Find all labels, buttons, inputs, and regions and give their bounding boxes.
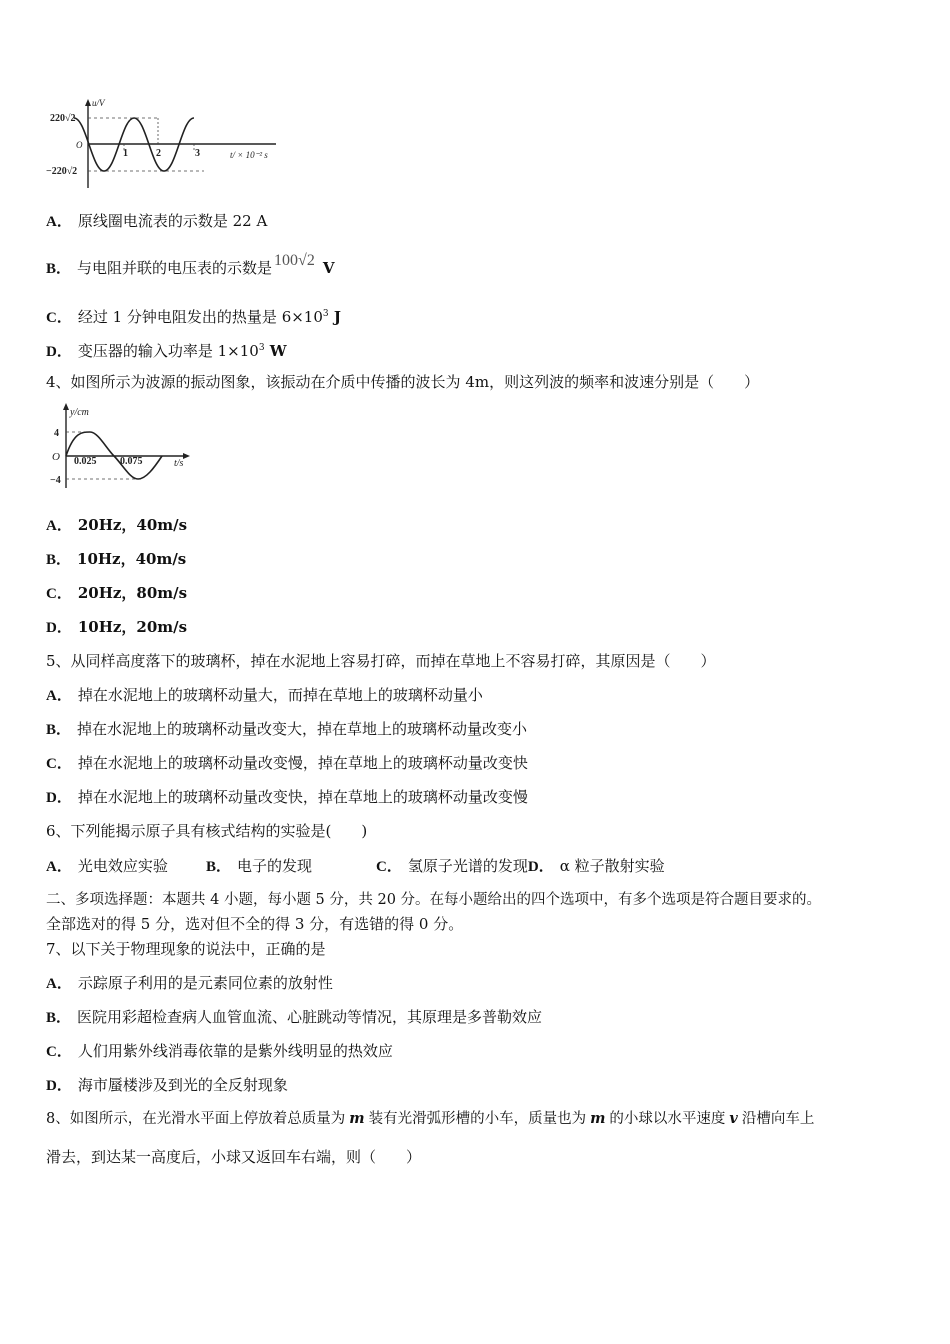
voltage-graph — [44, 96, 284, 192]
q8-mass-symbol: m — [349, 1110, 365, 1127]
q3-option-d — [46, 338, 287, 362]
option-text: 经过 1 分钟电阻发出的热量是 6×10 — [77, 308, 323, 326]
q8-text-2: 装有光滑弧形槽的小车，质量也为 — [368, 1111, 587, 1127]
option-letter: C． — [46, 1044, 72, 1060]
x-tick-1: 0.025 — [74, 456, 97, 467]
option-text: 掉在水泥地上的玻璃杯动量改变大，掉在草地上的玻璃杯动量改变小 — [77, 720, 528, 738]
q6-option-d — [528, 856, 665, 877]
option-text: 光电效应实验 — [77, 857, 168, 875]
x-axis-label: t/ × 10⁻² s — [230, 150, 268, 160]
option-letter: C． — [46, 586, 72, 602]
q8-text-3: 的小球以水平速度 — [609, 1111, 726, 1127]
exponent: 3 — [322, 309, 329, 319]
q4-option-a — [46, 515, 187, 536]
unit-text: W — [264, 342, 287, 360]
option-letter: D． — [46, 1078, 72, 1094]
option-text: 人们用紫外线消毒依靠的是紫外线明显的热效应 — [77, 1042, 393, 1060]
option-letter: A． — [46, 859, 72, 875]
y-bottom-label: −4 — [50, 475, 61, 486]
unit-text: J — [328, 308, 341, 326]
q7-option-a — [46, 973, 333, 994]
option-text: 电子的发现 — [237, 857, 313, 875]
origin-label: O — [52, 451, 60, 463]
q8-stem-line1 — [46, 1109, 814, 1129]
option-letter: D． — [46, 620, 72, 636]
q6-option-b — [206, 856, 376, 877]
x-axis-arrow — [183, 453, 190, 459]
option-text: 示踪原子利用的是元素同位素的放射性 — [77, 974, 333, 992]
option-letter: D． — [46, 344, 72, 360]
option-letter: A． — [46, 214, 72, 230]
q3-option-b — [46, 252, 335, 279]
x-tick-1: 1 — [123, 148, 128, 159]
q6-stem: 6、下列能揭示原子具有核式结构的实验是( ) — [46, 822, 368, 840]
option-text: 海市蜃楼涉及到光的全反射现象 — [77, 1076, 288, 1094]
option-letter: C． — [46, 310, 72, 326]
q6-option-a — [46, 856, 206, 877]
y-axis-label: y/cm — [70, 407, 89, 418]
option-letter: D． — [527, 859, 554, 875]
y-top-label: 4 — [54, 428, 59, 439]
option-text: 20Hz，40m/s — [77, 516, 188, 534]
q6-option-c — [376, 856, 528, 877]
y-bottom-label: −220√2 — [46, 166, 78, 177]
q7-option-c — [46, 1041, 393, 1062]
option-text: 10Hz，40m/s — [77, 550, 187, 568]
q4-stem: 4、如图所示为波源的振动图象，该振动在介质中传播的波长为 4m，则这列波的频率和波速分别是（ ） — [46, 373, 760, 391]
option-letter: B． — [46, 261, 72, 277]
q8-text-1: 8、如图所示，在光滑水平面上停放着总质量为 — [46, 1111, 346, 1127]
q8-mass-symbol-2: m — [590, 1110, 606, 1127]
option-text: 20Hz，80m/s — [77, 584, 188, 602]
origin-label: O — [76, 140, 83, 150]
section2-line1: 二、多项选择题：本题共 4 小题，每小题 5 分，共 20 分。在每小题给出的四个选项中，有多个选项是符合题目要求的。 — [46, 892, 822, 908]
y-axis-arrow — [63, 403, 69, 410]
unit-text: V — [322, 259, 335, 277]
option-letter: A． — [46, 976, 72, 992]
option-letter: B． — [46, 1010, 72, 1026]
q7-option-d — [46, 1075, 288, 1096]
option-text: 掉在水泥地上的玻璃杯动量改变慢，掉在草地上的玻璃杯动量改变快 — [77, 754, 528, 772]
x-tick-2: 2 — [156, 148, 161, 159]
vibration-graph — [44, 402, 200, 492]
option-text: 医院用彩超检查病人血管血流、心脏跳动等情况，其原理是多普勒效应 — [77, 1008, 543, 1026]
option-letter: B． — [206, 859, 232, 875]
option-text: 10Hz，20m/s — [77, 618, 188, 636]
option-text: 掉在水泥地上的玻璃杯动量改变快，掉在草地上的玻璃杯动量改变慢 — [77, 788, 528, 806]
q7-option-b — [46, 1007, 542, 1028]
option-letter: B． — [46, 722, 72, 738]
y-axis-label: u/V — [92, 98, 105, 108]
q8-velocity-symbol: v — [729, 1110, 738, 1127]
q4-option-c — [46, 583, 187, 604]
q3-option-c — [46, 304, 341, 328]
q3-option-a — [46, 211, 267, 232]
option-text: 与电阻并联的电压表的示数是 — [77, 259, 273, 277]
option-text: 变压器的输入功率是 1×10 — [77, 342, 259, 360]
exponent: 3 — [258, 343, 265, 353]
option-letter: B． — [46, 552, 72, 568]
q4-option-d — [46, 617, 187, 638]
q5-option-a — [46, 685, 483, 706]
q4-option-b — [46, 549, 186, 570]
x-axis-label: t/s — [174, 458, 184, 469]
q5-option-b — [46, 719, 527, 740]
option-letter: C． — [376, 859, 402, 875]
option-text: α 粒子散射实验 — [559, 857, 665, 875]
q5-option-d — [46, 787, 528, 808]
option-text: 掉在水泥地上的玻璃杯动量大，而掉在草地上的玻璃杯动量小 — [77, 686, 483, 704]
q5-stem: 5、从同样高度落下的玻璃杯，掉在水泥地上容易打碎，而掉在草地上不容易打碎，其原因是（ ） — [46, 652, 716, 670]
q5-option-c — [46, 753, 528, 774]
x-tick-3: 3 — [195, 148, 200, 159]
section2-line2: 全部选对的得 5 分，选对但不全的得 3 分，有选错的得 0 分。 — [46, 915, 464, 933]
option-text: 原线圈电流表的示数是 22 A — [77, 212, 268, 230]
option-text: 氢原子光谱的发现 — [407, 857, 528, 875]
q8-text-4: 沿槽向车上 — [741, 1111, 815, 1127]
y-top-label: 220√2 — [50, 113, 76, 124]
q8-stem-line2: 滑去，到达某一高度后，小球又返回车右端，则（ ） — [46, 1148, 422, 1166]
y-axis-arrow — [85, 99, 91, 106]
option-letter: A． — [46, 688, 72, 704]
x-tick-2: 0.075 — [120, 456, 143, 467]
math-sqrt: 100√2 — [274, 252, 315, 269]
option-letter: C． — [46, 756, 72, 772]
q6-options-row — [46, 856, 665, 877]
option-letter: A． — [46, 518, 72, 534]
q7-stem: 7、以下关于物理现象的说法中，正确的是 — [46, 940, 326, 958]
option-letter: D． — [46, 790, 72, 806]
